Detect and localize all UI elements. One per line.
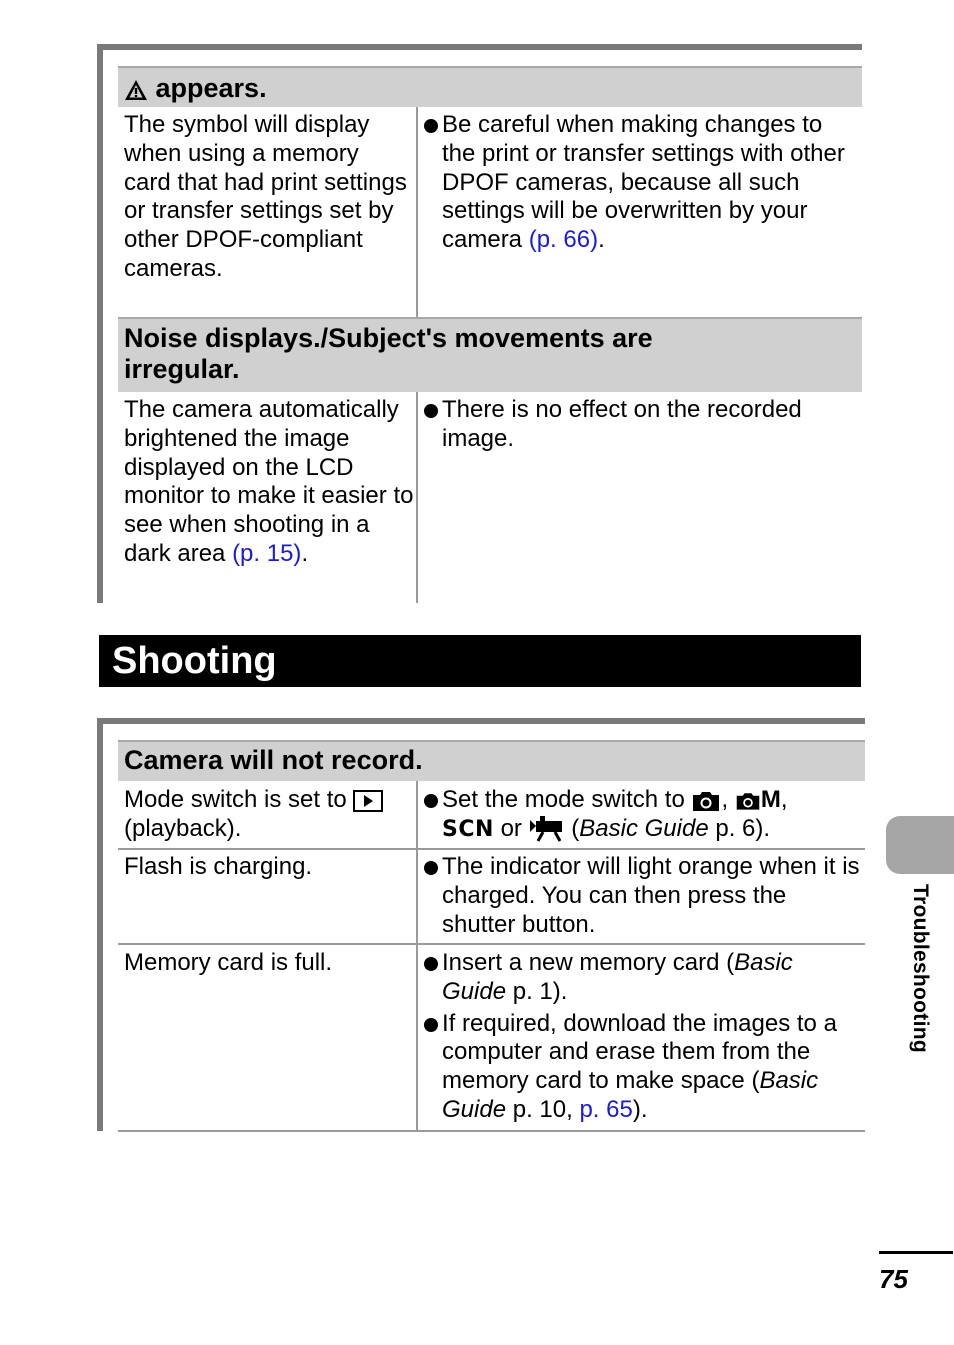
page-number: 75 <box>879 1264 908 1294</box>
row2-cause-text: The camera automatically brightened the image displayed on the LCD monitor to make it easier to see when shooting in a dark area <box>124 396 414 567</box>
rowA-bottom-rule <box>118 848 865 850</box>
section1-frame-left <box>97 44 103 603</box>
basic-guide-ref: Basic Guide <box>442 1067 819 1123</box>
section2-title: Camera will not record. <box>118 740 865 781</box>
or-text: or <box>500 814 522 842</box>
page-ref: p. 10, <box>512 1095 573 1123</box>
rowC-remedy1-text: Insert a new memory card ( <box>442 949 735 976</box>
rowA-cause-text: Mode switch is set to <box>124 786 347 813</box>
row2-title <box>118 317 862 392</box>
bullet-item <box>424 396 854 454</box>
rowB-remedy-text: The indicator will light orange when it is charged. You can then press the shutter button. <box>442 853 860 938</box>
rowC-cause: Memory card is full. <box>124 949 333 976</box>
section-heading-shooting: Shooting <box>99 635 861 687</box>
movie-icon <box>529 816 565 842</box>
camera-manual-icon <box>735 790 761 812</box>
manual-mode-label: M <box>760 786 781 813</box>
page-number-rule <box>879 1251 953 1254</box>
page-ref: p. 1). <box>512 977 568 1005</box>
page-ref: p. 6). <box>715 814 771 842</box>
bullet-item <box>424 949 860 1007</box>
section2-frame-top <box>97 718 865 724</box>
period: . <box>598 226 605 254</box>
comma: , <box>780 786 788 813</box>
bullet-item <box>424 786 860 845</box>
rowB-bottom-rule <box>118 943 865 945</box>
row2-divider <box>416 392 418 603</box>
row2-remedy <box>424 396 854 454</box>
row1-cause-text: The symbol will display when using a memory card that had print settings or transfer settings set by other DPOF-compliant cameras. <box>124 111 407 282</box>
rowA-remedy <box>424 786 860 845</box>
row1-title-text: appears. <box>155 73 267 103</box>
section2-frame-left <box>97 718 103 1131</box>
row2-title-line2: irregular. <box>124 354 240 384</box>
rowA-remedy-text: Set the mode switch to <box>442 786 685 813</box>
rowA-cause <box>124 786 410 844</box>
basic-guide-ref: Basic Guide <box>579 814 709 842</box>
chapter-tab <box>886 816 954 874</box>
playback-icon <box>353 790 383 812</box>
bullet-item <box>424 111 858 255</box>
link-p65[interactable]: p. 65 <box>579 1095 633 1123</box>
row2-title-line1: Noise displays./Subject's movements are <box>124 323 653 353</box>
row1-remedy-text: Be careful when making changes to the print or transfer settings with other DPOF cameras, because all such settings will be overwritten by your camera <box>442 111 845 254</box>
bullet-item <box>424 1010 860 1125</box>
bullet-item <box>424 853 860 939</box>
paren-close: ). <box>632 1095 648 1123</box>
link-p15[interactable]: (p. 15) <box>232 539 302 567</box>
section1-frame-top <box>97 44 862 50</box>
paren: ( <box>571 814 580 842</box>
rowA-cause-text2: (playback). <box>124 814 242 842</box>
rowC-remedy2-text: If required, download the images to a computer and erase them from the memory card to make space ( <box>442 1009 837 1095</box>
rowC-remedy <box>424 949 860 1125</box>
row1-cause <box>124 111 410 284</box>
comma: , <box>721 786 729 813</box>
row2-cause <box>124 396 414 569</box>
row1-remedy <box>424 111 858 255</box>
warning-icon <box>124 79 148 101</box>
chapter-label: Troubleshooting <box>909 884 932 1053</box>
rowA-divider <box>416 781 418 1131</box>
scene-mode-label: SCN <box>442 816 494 842</box>
row1-divider <box>416 107 418 317</box>
rowC-bottom-rule <box>118 1130 865 1132</box>
link-p66[interactable]: (p. 66) <box>528 226 599 254</box>
period: . <box>301 539 309 567</box>
basic-guide-ref: Basic Guide <box>442 949 793 1005</box>
camera-icon <box>691 790 721 812</box>
rowB-cause: Flash is charging. <box>124 853 313 880</box>
row1-title <box>118 66 862 107</box>
row2-remedy-text: There is no effect on the recorded image. <box>442 396 802 452</box>
rowB-remedy <box>424 853 860 939</box>
